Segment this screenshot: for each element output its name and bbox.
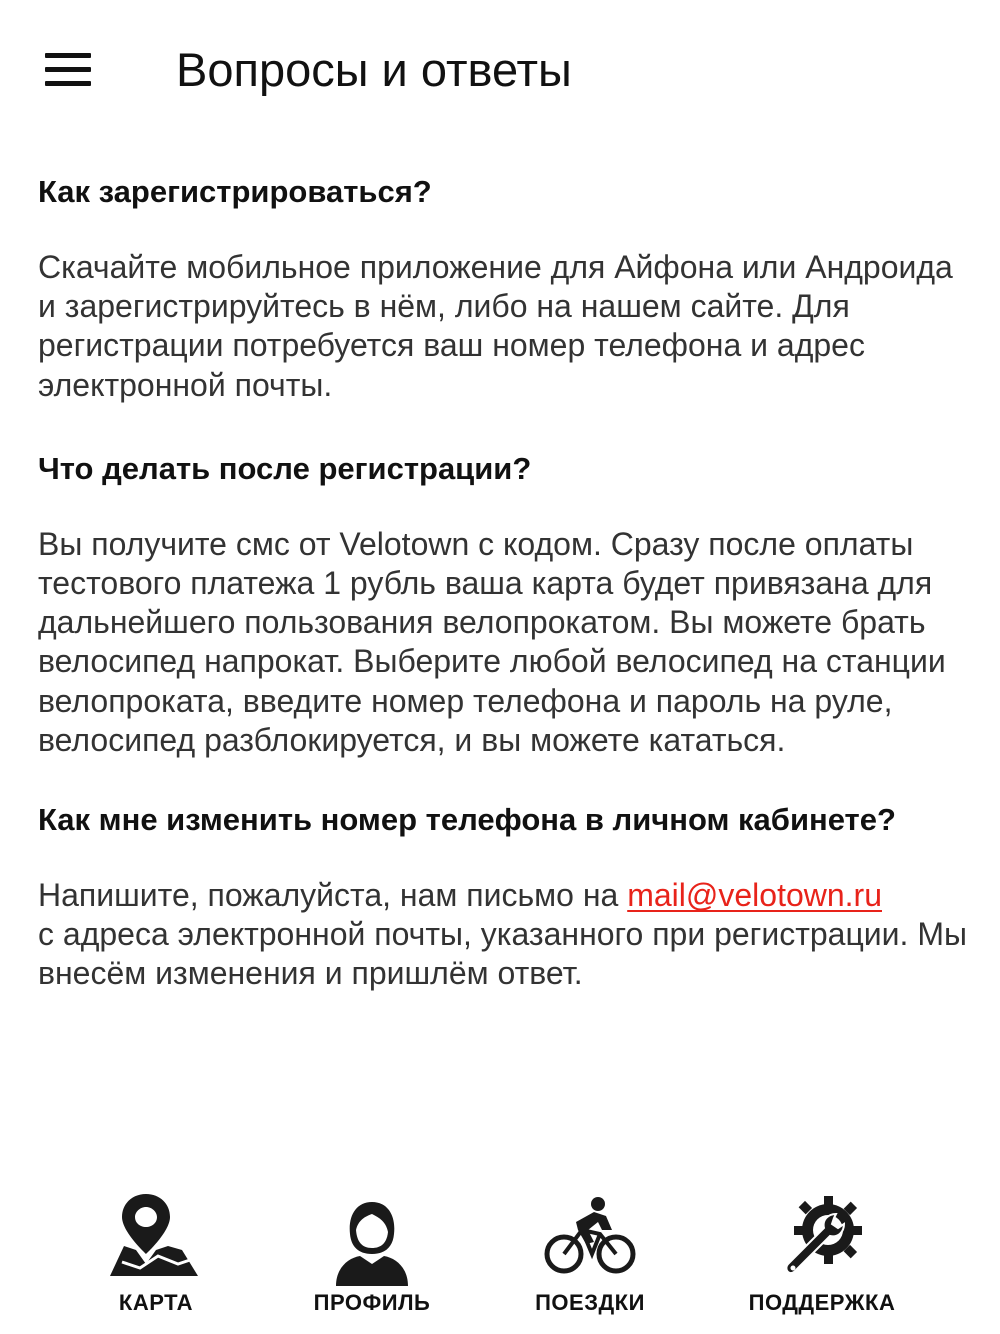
user-profile-icon — [322, 1190, 422, 1290]
nav-item-support[interactable] — [722, 1180, 922, 1334]
menu-line — [45, 81, 91, 86]
faq-answer — [38, 876, 968, 994]
menu-line — [45, 67, 91, 72]
nav-label: ПРОФИЛЬ — [313, 1290, 431, 1315]
bottom-navigation — [0, 1180, 1000, 1334]
faq-answer: Вы получите смс от Velotown с кодом. Сразу после оплаты тестового платежа 1 рубль ваша карта будет привязана для дальнейшего пользования велопрокатом. Вы можете брать велосипед напрокат. Выберите любой велосипед на станции велопроката, введите номер телефона и пароль на руле, велосипед разблокируется, и вы можете кататься. — [38, 525, 946, 758]
page-title: Вопросы и ответы — [176, 43, 572, 96]
faq-answer-text: с адреса электронной почты, указанного при регистрации. Мы внесём изменения и пришлём ответ. — [38, 916, 967, 992]
map-pin-icon — [106, 1190, 206, 1290]
faq-question: Что делать после регистрации? — [38, 450, 532, 486]
cyclist-icon — [540, 1190, 640, 1290]
email-link[interactable]: mail@velotown.ru — [627, 877, 882, 914]
faq-question: Как мне изменить номер телефона в личном кабинете? — [38, 802, 896, 838]
faq-answer-text: Напишите, пожалуйста, нам письмо на — [38, 877, 628, 914]
wrench-gear-icon — [772, 1190, 872, 1290]
nav-item-profile[interactable] — [272, 1180, 472, 1334]
app-header — [0, 0, 1000, 140]
nav-label: ПОДДЕРЖКА — [748, 1290, 896, 1315]
faq-answer: Скачайте мобильное приложение для Айфона или Андроида и зарегистрируйтесь в нём, либо на нашем сайте. Для регистрации потребуется ваш номер телефона и адрес электронной почты. — [38, 249, 953, 403]
faq-question: Как зарегистрироваться? — [38, 174, 432, 209]
hamburger-menu-icon[interactable] — [30, 40, 106, 100]
menu-line — [45, 53, 91, 58]
nav-item-map[interactable] — [56, 1180, 256, 1334]
nav-label: ПОЕЗДКИ — [535, 1290, 645, 1315]
nav-item-trips[interactable] — [490, 1180, 690, 1334]
faq-content — [38, 168, 968, 1032]
nav-label: КАРТА — [118, 1290, 194, 1315]
